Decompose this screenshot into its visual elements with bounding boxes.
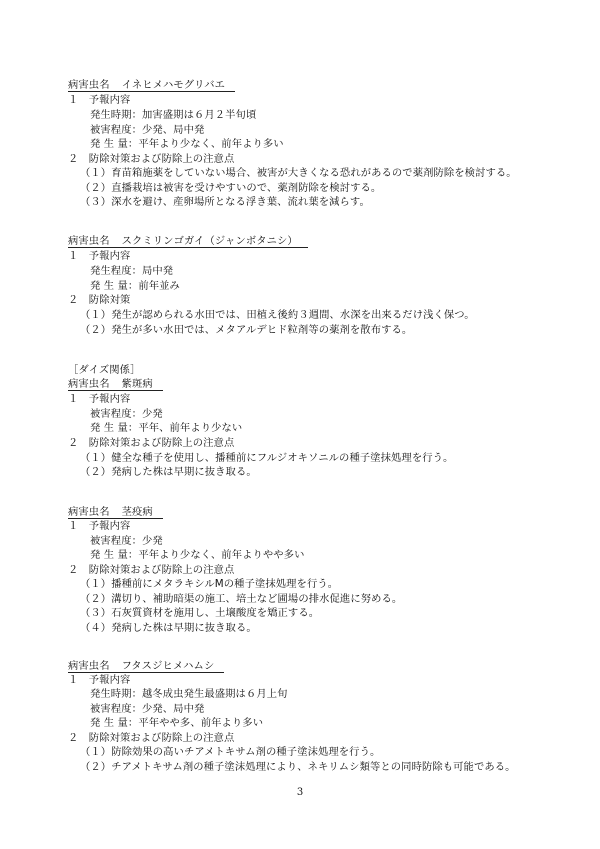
- title-name: イネヒメハモグリバエ: [121, 79, 226, 91]
- section-title: [68, 378, 163, 391]
- list-item: 被害程度：少発、局中発: [90, 124, 205, 136]
- list-item: 発生程度：局中発: [90, 265, 174, 277]
- title-label: 病害虫名: [68, 506, 110, 518]
- list-item: （２）チアメトキサム剤の種子塗沫処理により、ネキリムシ類等との同時防除も可能である。: [80, 761, 516, 773]
- title-name: スクミリンゴガイ（ジャンボタニシ）: [121, 235, 298, 247]
- list-item: （１）健全な種子を使用し、播種前にフルジオキソニルの種子塗抹処理を行う。: [80, 452, 454, 464]
- list-heading: １ 予報内容: [68, 250, 131, 262]
- list-heading: １ 予報内容: [68, 520, 131, 532]
- list-heading: ２ 防除対策および防除上の注意点: [68, 437, 235, 449]
- list-item: 発 生 量：前年並み: [90, 280, 180, 292]
- list-item: 発生時期：加害盛期は６月２半旬頃: [90, 109, 257, 121]
- list-item: （１）育苗箱施薬をしていない場合、被害が大きくなる恐れがあるので薬剤防除を検討する。: [80, 167, 517, 179]
- list-heading: １ 予報内容: [68, 393, 131, 405]
- list-heading: ２ 防除対策および防除上の注意点: [68, 732, 235, 744]
- section-title: [68, 79, 235, 92]
- title-name: フタスジヒメハムシ: [121, 660, 215, 672]
- title-label: 病害虫名: [68, 660, 110, 672]
- list-item: 被害程度：少発、局中発: [90, 703, 205, 715]
- list-item: 被害程度：少発: [90, 408, 163, 420]
- title-label: 病害虫名: [68, 378, 110, 390]
- list-heading: １ 予報内容: [68, 674, 131, 686]
- list-item: 発 生 量：平年より少なく、前年より多い: [90, 138, 284, 150]
- list-item: 発 生 量：平年より少なく、前年よりやや多い: [90, 549, 305, 561]
- list-item: 発 生 量：平年やや多、前年より多い: [90, 717, 264, 729]
- list-heading: １ 予報内容: [68, 94, 131, 106]
- category-heading: ［ダイズ関係］: [68, 364, 141, 376]
- list-item: （３）石灰質資材を施用し、土壌酸度を矯正する。: [80, 607, 320, 619]
- list-item: （２）発病した株は早期に抜き取る。: [80, 466, 257, 478]
- list-item: （２）発生が多い水田では、メタアルデヒド粒剤等の薬剤を散布する。: [80, 324, 413, 336]
- list-item: （１）播種前にメタラキシルMの種子塗抹処理を行う。: [80, 578, 339, 590]
- section-title: [68, 660, 224, 673]
- list-item: 被害程度：少発: [90, 535, 163, 547]
- list-heading: ２ 防除対策および防除上の注意点: [68, 153, 235, 165]
- title-label: 病害虫名: [68, 235, 110, 247]
- section-title: [68, 235, 308, 248]
- list-item: （１）発生が認められる水田では、田植え後約３週間、水深を出来るだけ浅く保つ。: [80, 309, 475, 321]
- list-item: （１）防除効果の高いチアメトキサム剤の種子塗沫処理を行う。: [80, 746, 381, 758]
- list-item: （４）発病した株は早期に抜き取る。: [80, 622, 257, 634]
- list-item: （２）溝切り、補助暗渠の施工、培土など圃場の排水促進に努める。: [80, 593, 403, 605]
- list-item: （２）直播栽培は被害を受けやすいので、薬剤防除を検討する。: [80, 182, 382, 194]
- title-name: 紫斑病: [121, 378, 153, 390]
- section-title: [68, 506, 163, 519]
- list-item: 発 生 量：平年、前年より少ない: [90, 422, 243, 434]
- page-number: 3: [296, 787, 304, 798]
- list-heading: ２ 防除対策および防除上の注意点: [68, 564, 235, 576]
- list-item: 発生時期：越冬成虫発生最盛期は６月上旬: [90, 688, 288, 700]
- title-name: 茎疫病: [121, 506, 153, 518]
- title-label: 病害虫名: [68, 79, 110, 91]
- list-heading: ２ 防除対策: [68, 294, 131, 306]
- list-item: （３）深水を避け、産卵場所となる浮き葉、流れ葉を減らす。: [80, 196, 370, 208]
